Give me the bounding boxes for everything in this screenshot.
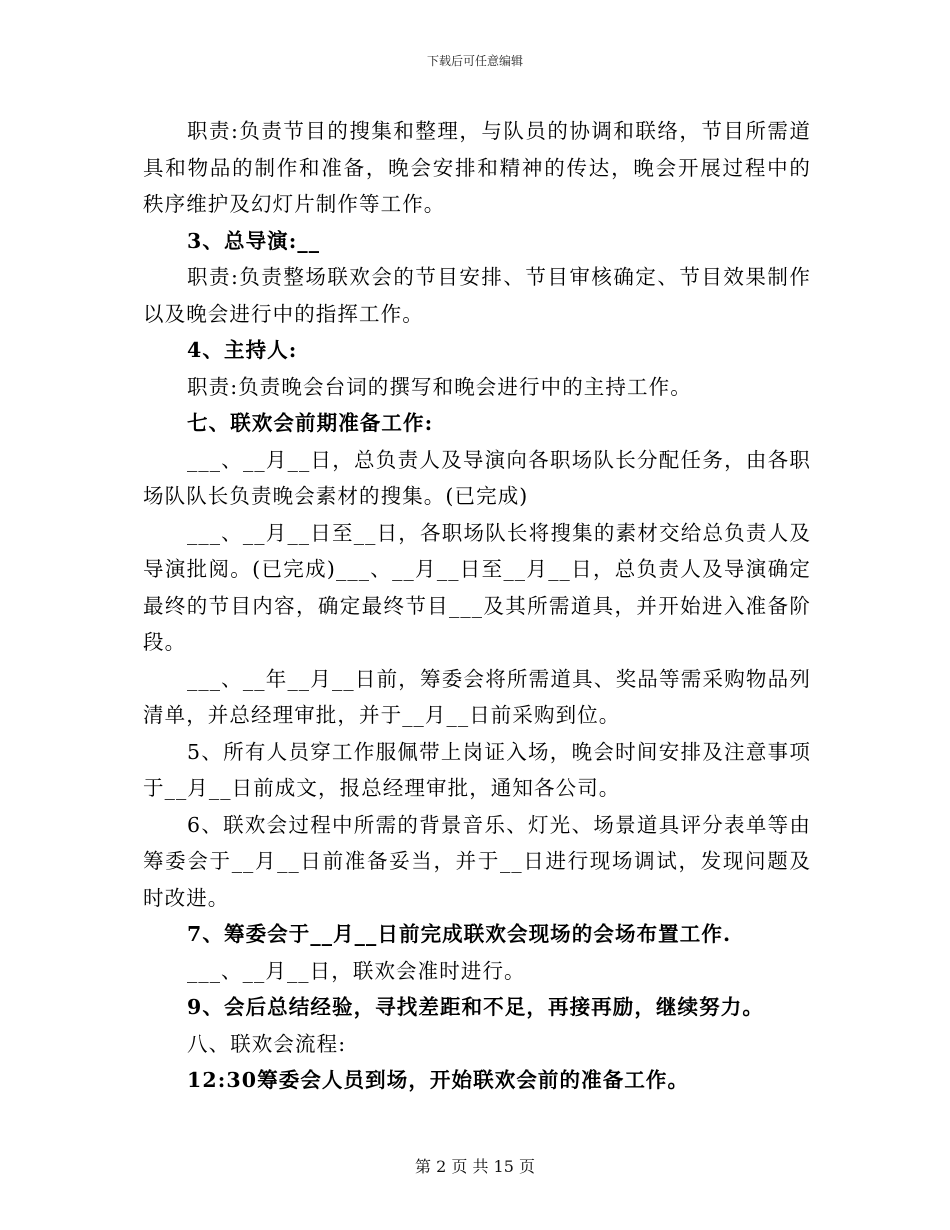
- page-footer: 第 2 页 共 15 页: [415, 1157, 535, 1176]
- paragraph-prep-event-day: ___、__月__日，联欢会准时进行。: [187, 958, 526, 983]
- page-header: 下载后可任意编辑: [426, 54, 523, 68]
- paragraph-prep-uniform-schedule: 5、所有人员穿工作服佩带上岗证入场，晚会时间安排及注意事项于__月__日前成文，报总经理审批，通知各公司。: [143, 739, 811, 800]
- paragraph-prep-material-review: ___、__月__日至__日，各职场队长将搜集的素材交给总负责人及导演批阅。(已完成)___、__月__日至__月__日，总负责人及导演确定最终的节目内容，确定最终节目___及其所需道具，并开始进入准备阶段。: [143, 520, 811, 654]
- paragraph-duties-program-team: 职责:负责节目的搜集和整理，与队员的协调和联络，节目所需道具和物品的制作和准备，晚会安排和精神的传达，晚会开展过程中的秩序维护及幻灯片制作等工作。: [143, 119, 811, 216]
- heading-chief-director: 3、总导演:__: [187, 228, 321, 253]
- paragraph-prep-venue-setup: 7、筹委会于__月__日前完成联欢会现场的会场布置工作.: [187, 922, 732, 946]
- heading-host: 4、主持人:: [187, 338, 298, 362]
- heading-event-flow: 八、联欢会流程:: [187, 1031, 347, 1056]
- paragraph-prep-summary: 9、会后总结经验，寻找差距和不足，再接再励，继续努力。: [187, 995, 764, 1019]
- paragraph-prep-task-assignment: ___、__月__日，总负责人及导演向各职场队长分配任务，由各职场队队长负责晚会素材的搜集。(已完成): [143, 447, 811, 508]
- document-body: [143, 113, 811, 1099]
- paragraph-duties-host: 职责:负责晚会台词的撰写和晚会进行中的主持工作。: [187, 374, 692, 399]
- heading-preparation: 七、联欢会前期准备工作:: [187, 411, 434, 435]
- paragraph-duties-chief-director: 职责:负责整场联欢会的节目安排、节目审核确定、节目效果制作以及晚会进行中的指挥工作。: [143, 265, 811, 326]
- paragraph-flow-1230: 12:30筹委会人员到场，开始联欢会前的准备工作。: [187, 1068, 690, 1092]
- paragraph-prep-equipment: 6、联欢会过程中所需的背景音乐、灯光、场景道具评分表单等由筹委会于__月__日前准备妥当，并于__日进行现场调试，发现问题及时改进。: [143, 812, 811, 910]
- paragraph-prep-purchasing: ___、__年__月__日前，筹委会将所需道具、奖品等需采购物品列清单，并总经理审批，并于__月__日前采购到位。: [143, 666, 811, 727]
